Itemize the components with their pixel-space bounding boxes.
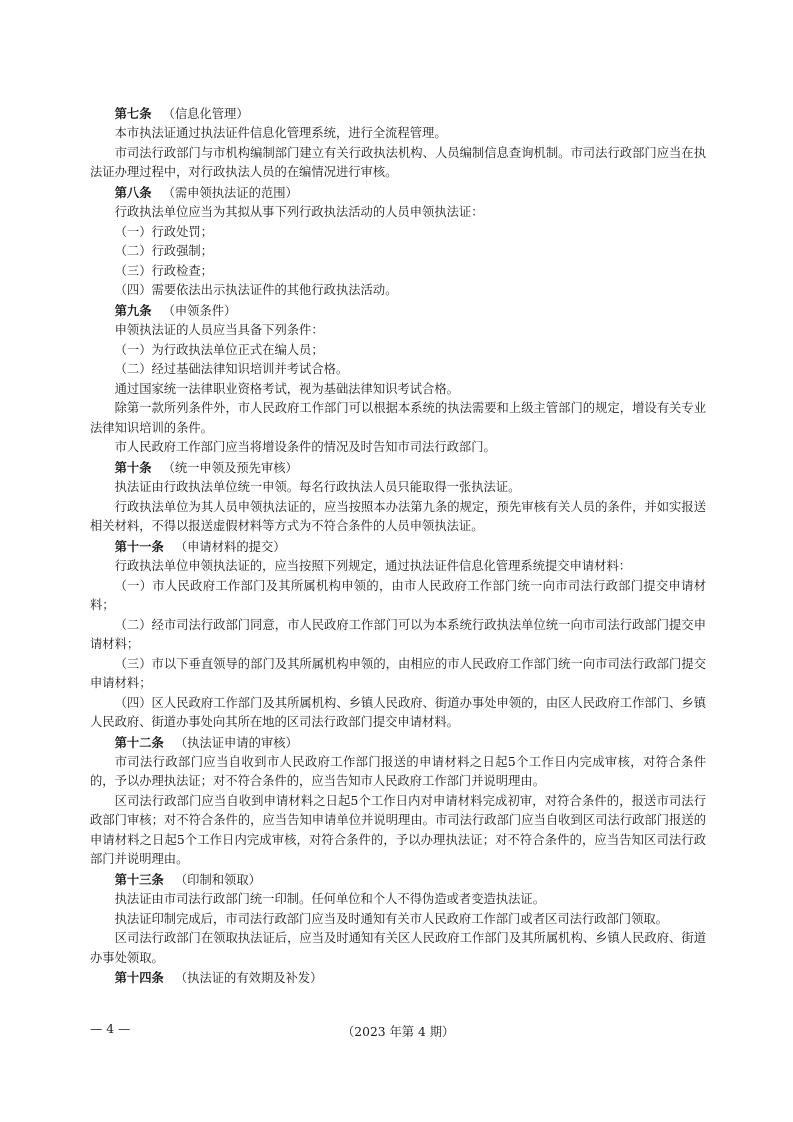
article-title: （申领条件） bbox=[162, 303, 237, 318]
paragraph: （一）行政处罚； bbox=[114, 224, 213, 239]
paragraph: 执法证由市司法行政部门统一印制。任何单位和个人不得伪造或者变造执法证。 bbox=[114, 892, 545, 907]
paragraph: （二）经市司法行政部门同意，市人民政府工作部门可以为本系统行政执法单位统一向市司法行政部门提交申请材料； bbox=[90, 617, 706, 652]
paragraph: （三）行政检查； bbox=[114, 263, 213, 278]
article-title: （信息化管理） bbox=[162, 107, 249, 121]
article-heading bbox=[90, 458, 706, 478]
article-title: （申请材料的提交） bbox=[174, 539, 286, 554]
article-number: 第十四条 bbox=[114, 970, 164, 986]
paragraph: 行政执法单位应当为其拟从事下列行政执法活动的人员申领执法证： bbox=[114, 205, 484, 220]
paragraph: 区司法行政部门应当自收到申请材料之日起5个工作日内对申请材料完成初审，对符合条件的，报送市司法行政部门审核；对不符合条件的，应当告知申请单位并说明理由。市司法行政部门应当自收到区司法行政部门报送的申请材料之日起5个工作日内完成审核，对符合条件的，予以办理执法证；对不符合条件的，应当告知区司法行政部门并说明理由。 bbox=[90, 793, 706, 867]
issue-label: （2023 年第 4 期） bbox=[342, 1025, 455, 1039]
article-number: 第九条 bbox=[114, 302, 152, 318]
article-number: 第十条 bbox=[114, 459, 152, 475]
paragraph: （三）市以下垂直领导的部门及其所属机构申领的，由相应的市人民政府工作部门统一向市司法行政部门提交申请材料； bbox=[90, 656, 706, 691]
paragraph: （二）经过基础法律知识培训并考试合格。 bbox=[114, 362, 349, 377]
article-number: 第八条 bbox=[114, 184, 152, 200]
paragraph: 区司法行政部门在领取执法证后，应当及时通知有关区人民政府工作部门及其所属机构、乡镇人民政府、街道办事处领取。 bbox=[90, 931, 706, 965]
paragraph: 申领执法证的人员应当具备下列条件： bbox=[114, 323, 324, 338]
article-title: （执法证申请的审核） bbox=[174, 735, 298, 750]
paragraph: 本市执法证通过执法证件信息化管理系统，进行全流程管理。 bbox=[114, 126, 447, 141]
paragraph: 行政执法单位申领执法证的，应当按照下列规定，通过执法证件信息化管理系统提交申请材料： bbox=[114, 559, 632, 574]
paragraph: 执法证由行政执法单位统一申领。每名行政执法人员只能取得一张执法证。 bbox=[114, 480, 521, 495]
article-number: 第七条 bbox=[114, 106, 152, 121]
paragraph: 市人民政府工作部门应当将增设条件的情况及时告知市司法行政部门。 bbox=[114, 440, 496, 455]
paragraph: （二）行政强制； bbox=[114, 244, 213, 259]
article-number: 第十三条 bbox=[114, 871, 164, 887]
page-number: — 4 — bbox=[90, 1022, 131, 1036]
article-heading bbox=[90, 968, 706, 988]
article-title: （印制和领取） bbox=[174, 872, 261, 887]
article-heading bbox=[90, 537, 706, 557]
article-title: （统一申领及预先审核） bbox=[162, 460, 298, 475]
paragraph: （四）需要依法出示执法证件的其他行政执法活动。 bbox=[114, 283, 398, 298]
paragraph: （四）区人民政府工作部门及其所属机构、乡镇人民政府、街道办事处申领的，由区人民政府工作部门、乡镇人民政府、街道办事处向其所在地的区司法行政部门提交申请材料。 bbox=[90, 695, 706, 730]
article-title: （执法证的有效期及补发） bbox=[174, 971, 323, 986]
paragraph: 通过国家统一法律职业资格考试，视为基础法律知识考试合格。 bbox=[114, 381, 459, 396]
paragraph: 行政执法单位为其人员申领执法证的，应当按照本办法第九条的规定，预先审核有关人员的条件，并如实报送相关材料，不得以报送虚假材料等方式为不符合条件的人员申领执法证。 bbox=[90, 499, 706, 534]
article-heading bbox=[90, 104, 706, 124]
paragraph: 执法证印制完成后，市司法行政部门应当及时通知有关市人民政府工作部门或者区司法行政部门领取。 bbox=[114, 911, 668, 926]
article-heading bbox=[90, 183, 706, 203]
paragraph: 市司法行政部门与市机构编制部门建立有关行政执法机构、人员编制信息查询机制。市司法行政部门应当在执法证办理过程中，对行政执法人员的在编情况进行审核。 bbox=[90, 145, 706, 180]
article-number: 第十一条 bbox=[114, 538, 164, 554]
article-heading bbox=[90, 301, 706, 321]
article-number: 第十二条 bbox=[114, 734, 164, 750]
article-title: （需申领执法证的范围） bbox=[162, 185, 298, 200]
article-heading bbox=[90, 870, 706, 890]
paragraph: （一）市人民政府工作部门及其所属机构申领的，由市人民政府工作部门统一向市司法行政部门提交申请材料； bbox=[90, 578, 706, 613]
paragraph: 市司法行政部门应当自收到市人民政府工作部门报送的申请材料之日起5个工作日内完成审核，对符合条件的，予以办理执法证；对不符合条件的，应当告知市人民政府工作部门并说明理由。 bbox=[90, 754, 706, 789]
paragraph: 除第一款所列条件外，市人民政府工作部门可以根据本系统的执法需要和上级主管部门的规定，增设有关专业法律知识培训的条件。 bbox=[90, 401, 706, 435]
document-body bbox=[90, 104, 706, 989]
paragraph: （一）为行政执法单位正式在编人员； bbox=[114, 342, 324, 357]
page-footer bbox=[90, 1022, 706, 1040]
article-heading bbox=[90, 733, 706, 753]
